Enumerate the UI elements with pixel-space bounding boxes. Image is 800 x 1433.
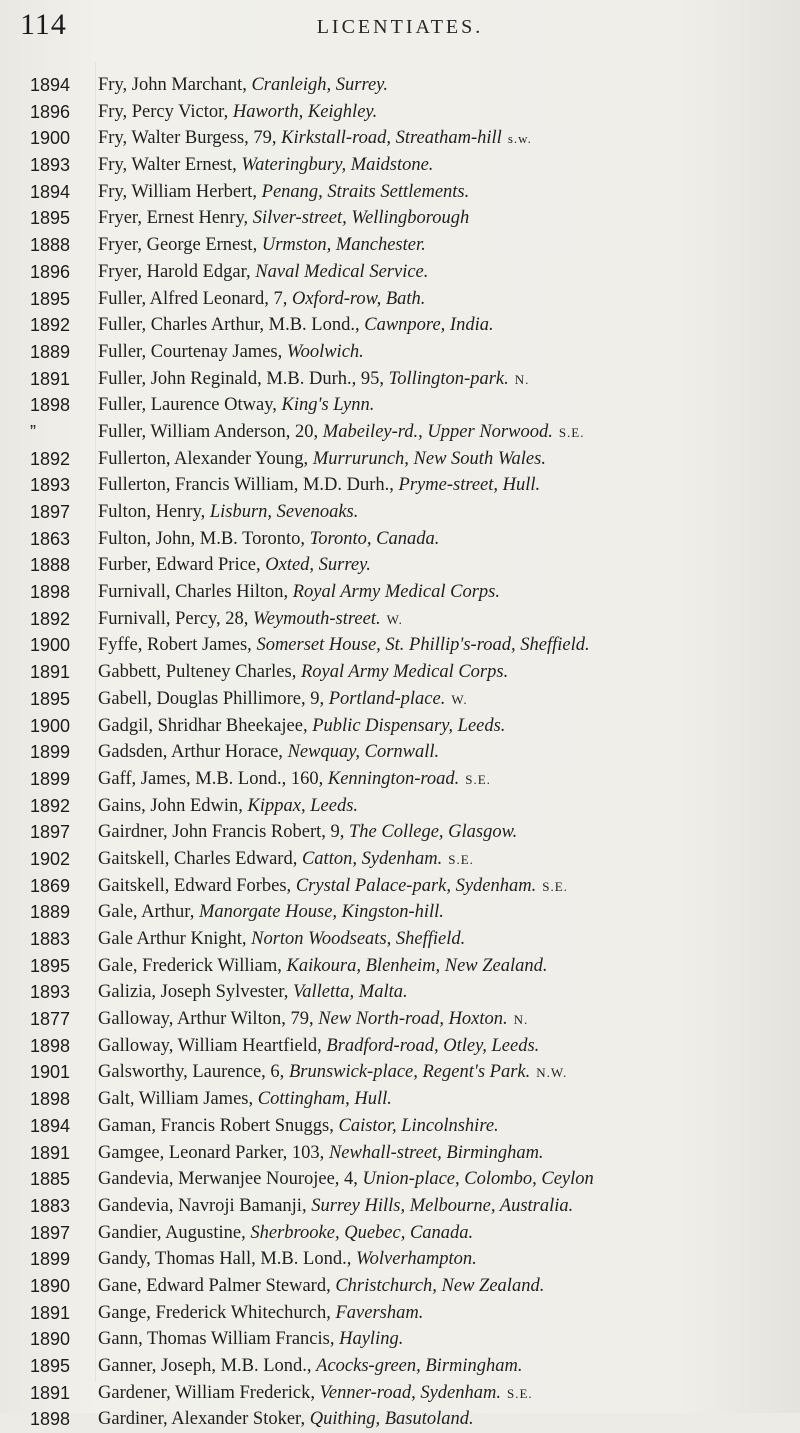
- entry-name: Fulton, John, M.B. Toronto,: [98, 528, 310, 549]
- entry-name: Fuller, Courtenay James,: [98, 341, 287, 362]
- entry-year: 1898: [30, 1089, 71, 1110]
- entry-name: Galloway, Arthur Wilton, 79,: [98, 1009, 319, 1030]
- entry-text: [98, 1380, 798, 1408]
- list-item: [30, 179, 800, 206]
- list-item: [30, 1326, 800, 1353]
- entry-text: [98, 1059, 798, 1087]
- entry-place: Newhall-street, Birmingham.: [328, 1142, 544, 1163]
- entry-year: 1877: [30, 1009, 71, 1030]
- entry-name: Gaff, James, M.B. Lond., 160,: [98, 768, 328, 789]
- list-item: [30, 526, 800, 553]
- entry-text: [98, 819, 798, 846]
- entry-name: Gabbett, Pulteney Charles,: [98, 662, 301, 683]
- entry-text: [98, 1140, 798, 1167]
- list-item: [30, 979, 800, 1006]
- entry-text: [98, 1193, 798, 1220]
- entry-postal-district: N.: [513, 1012, 529, 1028]
- entry-name: Gains, John Edwin,: [98, 795, 248, 816]
- entry-place: Lisburn, Sevenoaks.: [209, 502, 359, 522]
- entry-place: Newquay, Cornwall.: [287, 742, 440, 763]
- entry-place: Somerset House, St. Phillip's-road, Sheffield.: [256, 635, 590, 656]
- entry-year: 1901: [30, 1062, 71, 1083]
- list-item: [30, 1059, 800, 1086]
- entry-name: Fry, William Herbert,: [98, 181, 262, 202]
- list-item: [30, 819, 800, 846]
- list-item: [30, 1380, 800, 1407]
- entry-name: Fry, Percy Victor,: [98, 101, 233, 122]
- list-item: [30, 873, 800, 900]
- entry-year: 1895: [30, 688, 71, 709]
- entry-name: Furnivall, Charles Hilton,: [98, 582, 293, 603]
- entry-name: Fuller, William Anderson, 20,: [98, 421, 323, 442]
- list-item: [30, 1113, 800, 1140]
- list-item: [30, 205, 800, 232]
- entry-year: 1898: [30, 395, 71, 416]
- entry-place: Venner-road, Sydenham.: [319, 1382, 501, 1403]
- entry-name: Gandier, Augustine,: [98, 1222, 251, 1243]
- entry-text: [98, 526, 798, 553]
- entry-text: [98, 259, 798, 286]
- entry-place: Royal Army Medical Corps.: [300, 662, 509, 683]
- entry-name: Gange, Frederick Whitechurch,: [98, 1302, 336, 1323]
- entry-text: [98, 552, 798, 579]
- entry-name: Fullerton, Alexander Young,: [98, 448, 313, 469]
- entry-year: 1895: [30, 208, 71, 229]
- entry-year: 1902: [30, 848, 71, 869]
- entry-name: Fryer, Harold Edgar,: [98, 261, 256, 282]
- entry-text: [98, 1113, 798, 1140]
- list-item: [30, 392, 800, 419]
- entry-text: [98, 713, 798, 740]
- entry-year: 1892: [30, 315, 71, 336]
- entry-year: 1888: [30, 235, 71, 256]
- entry-postal-district: S.E.: [448, 851, 474, 867]
- entry-name: Furnivall, Percy, 28,: [98, 608, 254, 629]
- entry-name: Gadsden, Arthur Horace,: [98, 742, 288, 763]
- entry-name: Gale, Frederick William,: [98, 955, 287, 976]
- entry-name: Gale, Arthur,: [98, 902, 199, 923]
- entry-place: Norton Woodseats, Sheffield.: [251, 929, 466, 949]
- entry-place: Wolverhampton.: [355, 1249, 477, 1270]
- entry-name: Gairdner, John Francis Robert, 9,: [98, 822, 350, 843]
- entry-text: [98, 953, 798, 980]
- list-item: [30, 72, 800, 99]
- entry-text: [98, 1300, 798, 1327]
- entry-year: 1888: [30, 555, 71, 576]
- entry-name: Gabell, Douglas Phillimore, 9,: [98, 688, 329, 709]
- entry-year: 1900: [30, 715, 71, 736]
- entry-text: [98, 1220, 798, 1247]
- entry-place: Haworth, Keighley.: [232, 101, 378, 122]
- entry-name: Gadgil, Shridhar Bheekajee,: [98, 715, 313, 736]
- entry-postal-district: s.w.: [507, 131, 532, 147]
- entry-name: Fryer, George Ernest,: [98, 235, 262, 256]
- entry-text: [98, 1086, 798, 1113]
- entry-text: [98, 419, 798, 447]
- entry-year: 1899: [30, 742, 71, 763]
- entry-year: 1892: [30, 448, 71, 469]
- entry-postal-district: W.: [386, 611, 403, 627]
- list-item: [30, 766, 800, 793]
- entry-year: 1895: [30, 1356, 71, 1376]
- entry-year: 1883: [30, 929, 71, 949]
- entry-text: [98, 579, 798, 606]
- entry-text: [98, 179, 798, 206]
- entry-text: [98, 739, 798, 766]
- entry-year: 1893: [30, 475, 71, 496]
- list-item: [30, 1246, 800, 1273]
- entry-name: Fuller, Alfred Leonard, 7,: [98, 288, 292, 309]
- entry-place: Kennington-road.: [327, 768, 460, 789]
- entry-text: [98, 339, 798, 366]
- entry-text: [98, 766, 798, 794]
- entry-place: Valletta, Malta.: [293, 982, 408, 1003]
- entry-year: 1898: [30, 582, 71, 603]
- entry-year: 1895: [30, 288, 71, 309]
- entry-year: 1900: [30, 635, 71, 656]
- entry-place: Brunswick-place, Regent's Park.: [288, 1062, 531, 1083]
- entry-name: Gann, Thomas William Francis,: [98, 1329, 340, 1350]
- list-item: [30, 899, 800, 926]
- list-item: [30, 1353, 800, 1380]
- entry-year: 1863: [30, 528, 71, 549]
- entry-name: Fry, Walter Ernest,: [98, 155, 242, 176]
- entry-place: Woolwich.: [286, 341, 364, 362]
- list-item: [30, 606, 800, 633]
- entry-year: ”: [30, 421, 36, 442]
- list-item: [30, 713, 800, 740]
- list-item: [30, 846, 800, 873]
- list-item: [30, 232, 800, 259]
- entry-year: 1897: [30, 502, 71, 522]
- list-item: [30, 659, 800, 686]
- entry-text: [98, 499, 798, 526]
- entry-name: Gaman, Francis Robert Snuggs,: [98, 1115, 339, 1136]
- entry-year: 1891: [30, 1382, 71, 1403]
- entry-year: 1883: [30, 1195, 71, 1216]
- entry-place: Surrey Hills, Melbourne, Australia.: [311, 1195, 574, 1216]
- entry-text: [98, 793, 798, 820]
- entry-text: [98, 1326, 798, 1353]
- list-item: [30, 259, 800, 286]
- entry-year: 1891: [30, 1302, 71, 1323]
- entry-year: 1898: [30, 1409, 71, 1430]
- entry-text: [98, 899, 798, 926]
- entry-year: 1893: [30, 155, 71, 176]
- entry-place: Toronto, Canada.: [309, 528, 440, 549]
- entry-text: [98, 846, 798, 874]
- list-item: [30, 1006, 800, 1033]
- entry-text: [98, 232, 798, 259]
- list-item: [30, 632, 800, 659]
- list-item: [30, 1406, 800, 1433]
- entry-name: Fyffe, Robert James,: [98, 635, 257, 656]
- entry-year: 1894: [30, 1115, 71, 1136]
- running-title: LICENTIATES.: [316, 16, 484, 38]
- entry-place: Cottingham, Hull.: [257, 1089, 392, 1110]
- entry-name: Fryer, Ernest Henry,: [98, 208, 253, 229]
- entry-year: 1869: [30, 875, 71, 896]
- list-item: [30, 686, 800, 713]
- entry-text: [98, 205, 798, 232]
- entry-place: King's Lynn.: [281, 395, 375, 416]
- entry-place: Silver-street, Wellingborough: [252, 208, 470, 229]
- entry-text: [98, 632, 798, 659]
- entry-text: [98, 152, 798, 179]
- entry-name: Gamgee, Leonard Parker, 103,: [98, 1142, 329, 1163]
- entry-text: [98, 446, 798, 473]
- list-item: [30, 793, 800, 820]
- entry-place: Union-place, Colombo, Ceylon: [362, 1169, 594, 1190]
- list-item: [30, 1300, 800, 1327]
- entry-name: Gane, Edward Palmer Steward,: [98, 1275, 336, 1296]
- list-item: [30, 499, 800, 526]
- list-item: [30, 286, 800, 313]
- entry-year: 1893: [30, 982, 71, 1003]
- list-item: [30, 953, 800, 980]
- entry-place: Kippax, Leeds.: [247, 795, 359, 816]
- list-item: [30, 472, 800, 499]
- entry-postal-district: S.E.: [506, 1385, 533, 1401]
- entry-text: [98, 926, 798, 953]
- entry-place: Acocks-green, Birmingham.: [316, 1356, 523, 1376]
- entry-year: 1894: [30, 181, 71, 202]
- entry-year: 1898: [30, 1035, 71, 1056]
- entry-name: Galt, William James,: [98, 1089, 258, 1110]
- list-item: [30, 419, 800, 446]
- entry-name: Gaitskell, Edward Forbes,: [98, 875, 296, 896]
- entry-name: Fuller, Charles Arthur, M.B. Lond.,: [98, 315, 365, 336]
- entry-year: 1891: [30, 662, 71, 683]
- entry-place: Pryme-street, Hull.: [398, 475, 541, 496]
- entry-text: [98, 1353, 798, 1380]
- entry-text: [98, 659, 798, 686]
- entry-postal-district: N.: [514, 371, 530, 387]
- entry-postal-district: S.E.: [542, 878, 568, 894]
- list-item: [30, 1033, 800, 1060]
- entry-name: Fry, Walter Burgess, 79,: [98, 128, 282, 149]
- list-item: [30, 552, 800, 579]
- entry-year: 1899: [30, 1249, 71, 1270]
- entry-text: [98, 1273, 798, 1300]
- entry-year: 1891: [30, 1142, 71, 1163]
- entry-place: Wateringbury, Maidstone.: [241, 155, 434, 176]
- entry-name: Gandevia, Merwanjee Nourojee, 4,: [98, 1169, 363, 1190]
- entry-place: Cawnpore, India.: [364, 315, 494, 336]
- entry-year: 1889: [30, 341, 71, 362]
- entry-place: Kirkstall-road, Streatham-hill: [281, 128, 502, 149]
- list-item: [30, 366, 800, 393]
- entry-place: Caistor, Lincolnshire.: [338, 1115, 499, 1136]
- entry-place: Bradford-road, Otley, Leeds.: [326, 1035, 540, 1056]
- entry-postal-district: S.E.: [558, 424, 585, 440]
- entry-text: [98, 1033, 798, 1060]
- entry-place: New North-road, Hoxton.: [318, 1009, 508, 1030]
- entry-place: Sherbrooke, Quebec, Canada.: [250, 1222, 474, 1243]
- entry-year: 1892: [30, 795, 71, 816]
- entry-text: [98, 125, 798, 153]
- entry-year: 1890: [30, 1275, 71, 1296]
- entry-place: Royal Army Medical Corps.: [292, 582, 500, 603]
- entry-place: Catton, Sydenham.: [301, 848, 443, 869]
- entry-place: Tollington-park.: [388, 368, 509, 389]
- entry-name: Fry, John Marchant,: [98, 75, 252, 95]
- entry-text: [98, 392, 798, 419]
- entry-text: [98, 312, 798, 339]
- entry-name: Fuller, John Reginald, M.B. Durh., 95,: [98, 368, 389, 389]
- list-item: [30, 99, 800, 126]
- entry-place: Cranleigh, Surrey.: [251, 75, 388, 95]
- entry-place: Penang, Straits Settlements.: [261, 181, 470, 202]
- licentiates-list: [30, 72, 800, 1433]
- entry-year: 1897: [30, 822, 71, 843]
- entry-text: [98, 72, 798, 99]
- entry-text: [98, 1406, 798, 1433]
- entry-text: [98, 1246, 798, 1273]
- list-item: [30, 1086, 800, 1113]
- entry-text: [98, 472, 798, 499]
- entry-text: [98, 286, 798, 313]
- entry-name: Galizia, Joseph Sylvester,: [98, 982, 294, 1003]
- entry-year: 1896: [30, 101, 71, 122]
- entry-name: Fulton, Henry,: [98, 502, 210, 522]
- entry-text: [98, 99, 798, 126]
- entry-place: Murrurunch, New South Wales.: [312, 448, 546, 469]
- entry-year: 1894: [30, 75, 71, 95]
- entry-place: Crystal Palace-park, Sydenham.: [295, 875, 537, 896]
- entry-text: [98, 1166, 798, 1193]
- entry-year: 1896: [30, 261, 71, 282]
- entry-name: Galloway, William Heartfield,: [98, 1035, 327, 1056]
- entry-year: 1899: [30, 768, 71, 789]
- entry-place: Naval Medical Service.: [255, 261, 429, 282]
- list-item: [30, 579, 800, 606]
- entry-text: [98, 686, 798, 714]
- entry-text: [98, 873, 798, 901]
- entry-name: Fullerton, Francis William, M.D. Durh.,: [98, 475, 399, 496]
- entry-name: Gardener, William Frederick,: [98, 1382, 320, 1403]
- entry-year: 1889: [30, 902, 71, 923]
- entry-postal-district: W.: [451, 691, 468, 707]
- entry-name: Galsworthy, Laurence, 6,: [98, 1062, 289, 1083]
- entry-year: 1895: [30, 955, 71, 976]
- entry-postal-district: N.W.: [536, 1065, 568, 1081]
- entry-place: Faversham.: [335, 1302, 424, 1323]
- entry-name: Gaitskell, Charles Edward,: [98, 848, 302, 869]
- entry-year: 1892: [30, 608, 71, 629]
- list-item: [30, 152, 800, 179]
- page-number: 114: [20, 8, 67, 41]
- entry-year: 1890: [30, 1329, 71, 1350]
- entry-place: Oxted, Surrey.: [265, 555, 371, 576]
- entry-name: Gandevia, Navroji Bamanji,: [98, 1195, 312, 1216]
- list-item: [30, 1193, 800, 1220]
- entry-place: Urmston, Manchester.: [261, 235, 426, 256]
- entry-postal-district: S.E.: [465, 771, 491, 787]
- entry-name: Gale Arthur Knight,: [98, 929, 252, 949]
- entry-place: Oxford-row, Bath.: [291, 288, 426, 309]
- entry-name: Fuller, Laurence Otway,: [98, 395, 282, 416]
- entry-place: Public Dispensary, Leeds.: [312, 715, 506, 736]
- entry-place: Manorgate House, Kingston-hill.: [198, 902, 444, 923]
- entry-place: Mabeiley-rd., Upper Norwood.: [322, 421, 553, 442]
- list-item: [30, 1166, 800, 1193]
- page-header: [0, 0, 800, 60]
- entry-place: Portland-place.: [328, 688, 446, 709]
- entry-place: Kaikoura, Blenheim, New Zealand.: [286, 955, 548, 976]
- entry-text: [98, 606, 798, 634]
- list-item: [30, 739, 800, 766]
- entry-name: Gandy, Thomas Hall, M.B. Lond.,: [98, 1249, 356, 1270]
- entry-place: Quithing, Basutoland.: [309, 1409, 474, 1430]
- entry-place: Hayling.: [339, 1329, 404, 1350]
- entry-text: [98, 979, 798, 1006]
- list-item: [30, 339, 800, 366]
- list-item: [30, 312, 800, 339]
- entry-year: 1885: [30, 1169, 71, 1190]
- entry-place: Christchurch, New Zealand.: [335, 1275, 545, 1296]
- entry-text: [98, 366, 798, 394]
- entry-place: The College, Glasgow.: [349, 822, 518, 843]
- list-item: [30, 125, 800, 152]
- entry-name: Furber, Edward Price,: [98, 555, 266, 576]
- entry-name: Gardiner, Alexander Stoker,: [98, 1409, 310, 1430]
- list-item: [30, 1220, 800, 1247]
- list-item: [30, 1140, 800, 1167]
- entry-year: 1891: [30, 368, 71, 389]
- entry-year: 1900: [30, 128, 71, 149]
- entry-year: 1897: [30, 1222, 71, 1243]
- entry-text: [98, 1006, 798, 1034]
- list-item: [30, 1273, 800, 1300]
- entry-name: Ganner, Joseph, M.B. Lond.,: [98, 1356, 317, 1376]
- list-item: [30, 926, 800, 953]
- list-item: [30, 446, 800, 473]
- entry-place: Weymouth-street.: [253, 608, 381, 629]
